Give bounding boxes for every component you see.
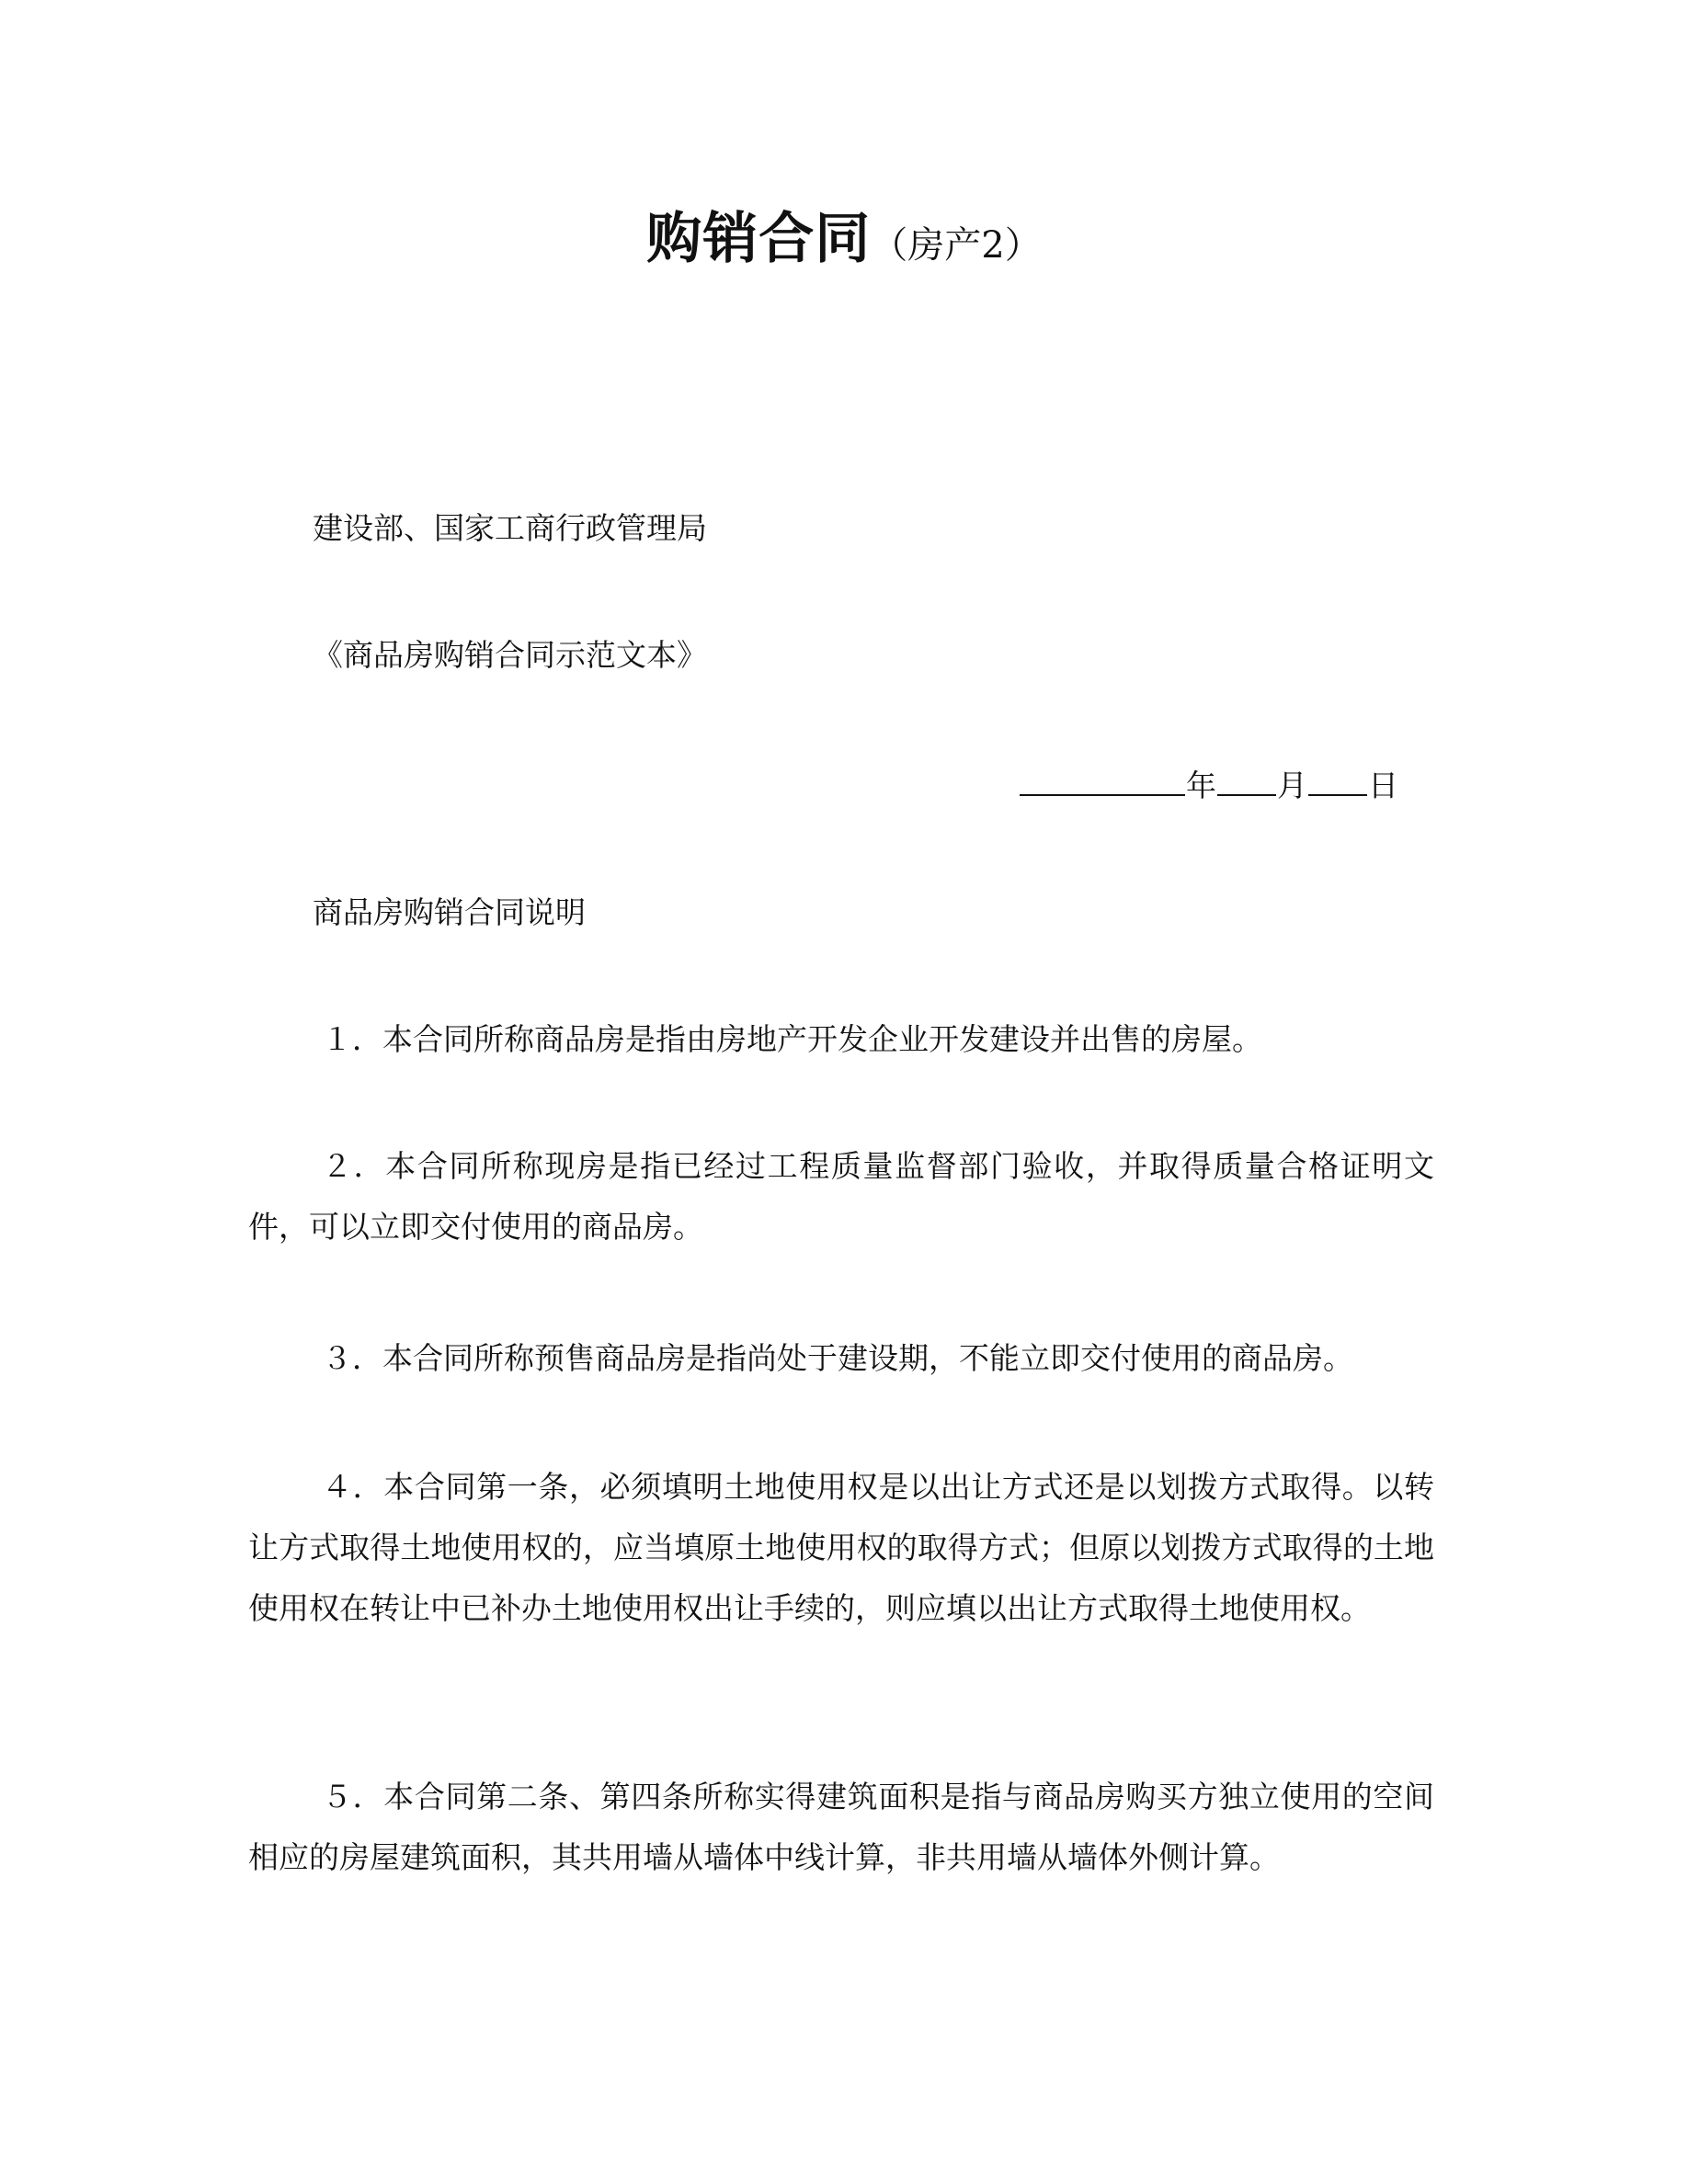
clause-3: ３．本合同所称预售商品房是指尚处于建设期，不能立即交付使用的商品房。 <box>322 1340 1353 1376</box>
title-sub: （房产2） <box>871 224 1042 267</box>
clause-1: １．本合同所称商品房是指由房地产开发企业开发建设并出售的房屋。 <box>322 1021 1262 1057</box>
year-blank <box>1020 757 1185 796</box>
issuer-line: 建设部、国家工商行政管理局 <box>313 510 707 546</box>
section-heading: 商品房购销合同说明 <box>313 894 586 930</box>
date-line <box>1019 756 1398 816</box>
clause-5: ５．本合同第二条、第四条所称实得建筑面积是指与商品房购买方独立使用的空间相应的房屋建筑面积，其共用墙从墙体中线计算，非共用墙从墙体外侧计算。 <box>248 1779 1434 1875</box>
month-blank <box>1217 757 1276 796</box>
year-label: 年 <box>1186 768 1216 803</box>
day-label: 日 <box>1368 768 1398 803</box>
title-main: 购销合同 <box>646 207 872 271</box>
clause-2: ２．本合同所称现房是指已经过工程质量监督部门验收，并取得质量合格证明文件，可以立即交付使用的商品房。 <box>248 1148 1434 1245</box>
month-label: 月 <box>1277 768 1307 803</box>
document-title <box>0 198 1688 294</box>
document-name-line: 《商品房购销合同示范文本》 <box>313 637 707 673</box>
clause-4: ４．本合同第一条，必须填明土地使用权是以出让方式还是以划拨方式取得。以转让方式取得土地使用权的，应当填原土地使用权的取得方式；但原以划拨方式取得的土地使用权在转让中已补办土地使用权出让手续的，则应填以出让方式取得土地使用权。 <box>248 1469 1434 1626</box>
day-blank <box>1308 757 1367 796</box>
